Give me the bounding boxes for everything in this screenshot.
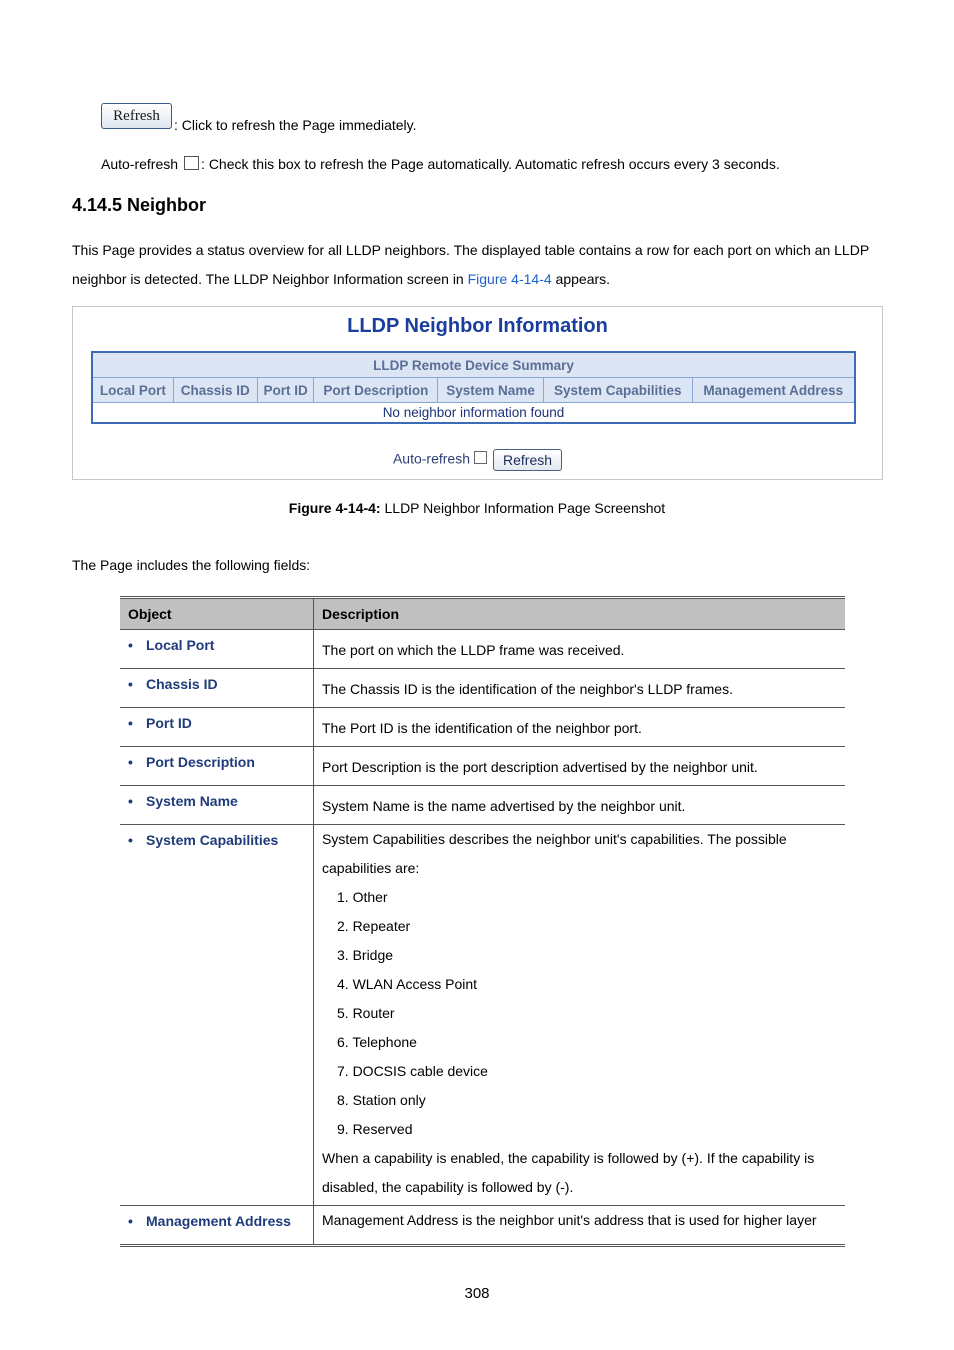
table-row: • System Capabilities System Capabilities describes the neighbor unit's capabilities. The possible capabilities are: 1. Other 2. Repeater 3. Bridge 4. WLAN Access Point 5. Router 6. Telephone 7. DOCSIS cable device 8. Station only 9. Reserved When a capability is enabled, the capability is followed by (+). If the capability is disabled, the capability is followed by (-).: [120, 825, 845, 1206]
caption-label: Figure 4-14-4:: [288, 500, 381, 516]
section-heading: 4.14.5 Neighbor: [72, 195, 207, 215]
object-name: System Capabilities: [146, 832, 279, 848]
capability-item: 2. Repeater: [337, 918, 411, 934]
object-description: The Chassis ID is the identification of the neighbor's LLDP frames.: [322, 681, 733, 697]
figure-title: LLDP Neighbor Information: [347, 315, 608, 337]
object-name: Chassis ID: [146, 676, 218, 692]
figure-caption: [0, 500, 954, 516]
col-port-id: Port ID: [257, 378, 314, 403]
object-description: System Capabilities describes the neighbor unit's capabilities. The possible capabilities are:: [322, 831, 787, 876]
figure-link[interactable]: Figure 4-14-4: [467, 271, 552, 287]
lldp-summary-table: [91, 351, 856, 424]
table-row: • Chassis ID The Chassis ID is the identification of the neighbor's LLDP frames.: [120, 669, 845, 708]
section-paragraph: [72, 236, 872, 294]
capability-item: 3. Bridge: [337, 947, 394, 963]
capability-item: 7. DOCSIS cable device: [337, 1063, 488, 1079]
empty-message: No neighbor information found: [382, 405, 565, 420]
col-local-port: Local Port: [92, 378, 173, 403]
header-object: Object: [120, 598, 314, 630]
object-description: Management Address is the neighbor unit's address that is used for higher layer: [322, 1212, 817, 1228]
figure-autorefresh-checkbox[interactable]: [474, 451, 487, 464]
table-row: • Port ID The Port ID is the identification of the neighbor port.: [120, 708, 845, 747]
figure-screenshot: [72, 306, 883, 480]
summary-header: LLDP Remote Device Summary: [92, 352, 855, 378]
page-number: 308: [464, 1285, 490, 1302]
fields-intro: The Page includes the following fields:: [72, 557, 311, 573]
capability-item: 1. Other: [337, 889, 388, 905]
table-row: • Port Description Port Description is the port description advertised by the neighbor unit.: [120, 747, 845, 786]
object-name: Port Description: [146, 754, 255, 770]
header-description: Description: [314, 598, 846, 630]
object-description: The Port ID is the identification of the neighbor port.: [322, 720, 642, 736]
capabilities-note: When a capability is enabled, the capability is followed by (+). If the capability is disabled, the capability is followed by (-).: [322, 1150, 815, 1195]
object-description: The port on which the LLDP frame was received.: [322, 642, 625, 658]
figure-controls: [73, 449, 882, 471]
capability-item: 6. Telephone: [337, 1034, 417, 1050]
para-text-1: This Page provides a status overview for all LLDP neighbors. The displayed table contains a row for each port on which an LLDP neighbor is detected. The LLDP Neighbor Information screen in: [72, 242, 869, 287]
para-text-2: appears.: [551, 271, 611, 287]
table-row: • Management Address Management Address is the neighbor unit's address that is used for higher layer: [120, 1206, 845, 1246]
autorefresh-line: [101, 156, 780, 172]
autorefresh-description: : Check this box to refresh the Page automatically. Automatic refresh occurs every 3 seconds.: [201, 156, 780, 172]
figure-autorefresh-label: Auto-refresh: [392, 450, 470, 467]
capability-item: 8. Station only: [337, 1092, 426, 1108]
col-port-description: Port Description: [314, 378, 438, 403]
fields-table: [120, 596, 845, 1247]
table-row: • System Name System Name is the name advertised by the neighbor unit.: [120, 786, 845, 825]
col-system-capabilities: System Capabilities: [543, 378, 692, 403]
object-description: Port Description is the port description advertised by the neighbor unit.: [322, 759, 758, 775]
capability-item: 9. Reserved: [337, 1121, 413, 1137]
object-name: Local Port: [146, 637, 215, 653]
capability-item: 5. Router: [337, 1005, 395, 1021]
table-row: • Local Port The port on which the LLDP frame was received.: [120, 630, 845, 669]
capability-item: 4. WLAN Access Point: [337, 976, 478, 992]
figure-refresh-button[interactable]: Refresh: [493, 449, 562, 471]
object-name: Port ID: [146, 715, 192, 731]
refresh-description: : Click to refresh the Page immediately.: [174, 117, 417, 133]
refresh-button-image: Refresh: [101, 103, 172, 129]
col-management-address: Management Address: [692, 378, 855, 403]
checkbox-image: [184, 156, 199, 170]
col-system-name: System Name: [438, 378, 544, 403]
object-name: System Name: [146, 793, 238, 809]
col-chassis-id: Chassis ID: [173, 378, 257, 403]
autorefresh-label: Auto-refresh: [101, 156, 179, 172]
caption-text: LLDP Neighbor Information Page Screenshot: [380, 500, 666, 516]
object-description: System Name is the name advertised by the neighbor unit.: [322, 798, 686, 814]
object-name: Management Address: [146, 1213, 291, 1229]
